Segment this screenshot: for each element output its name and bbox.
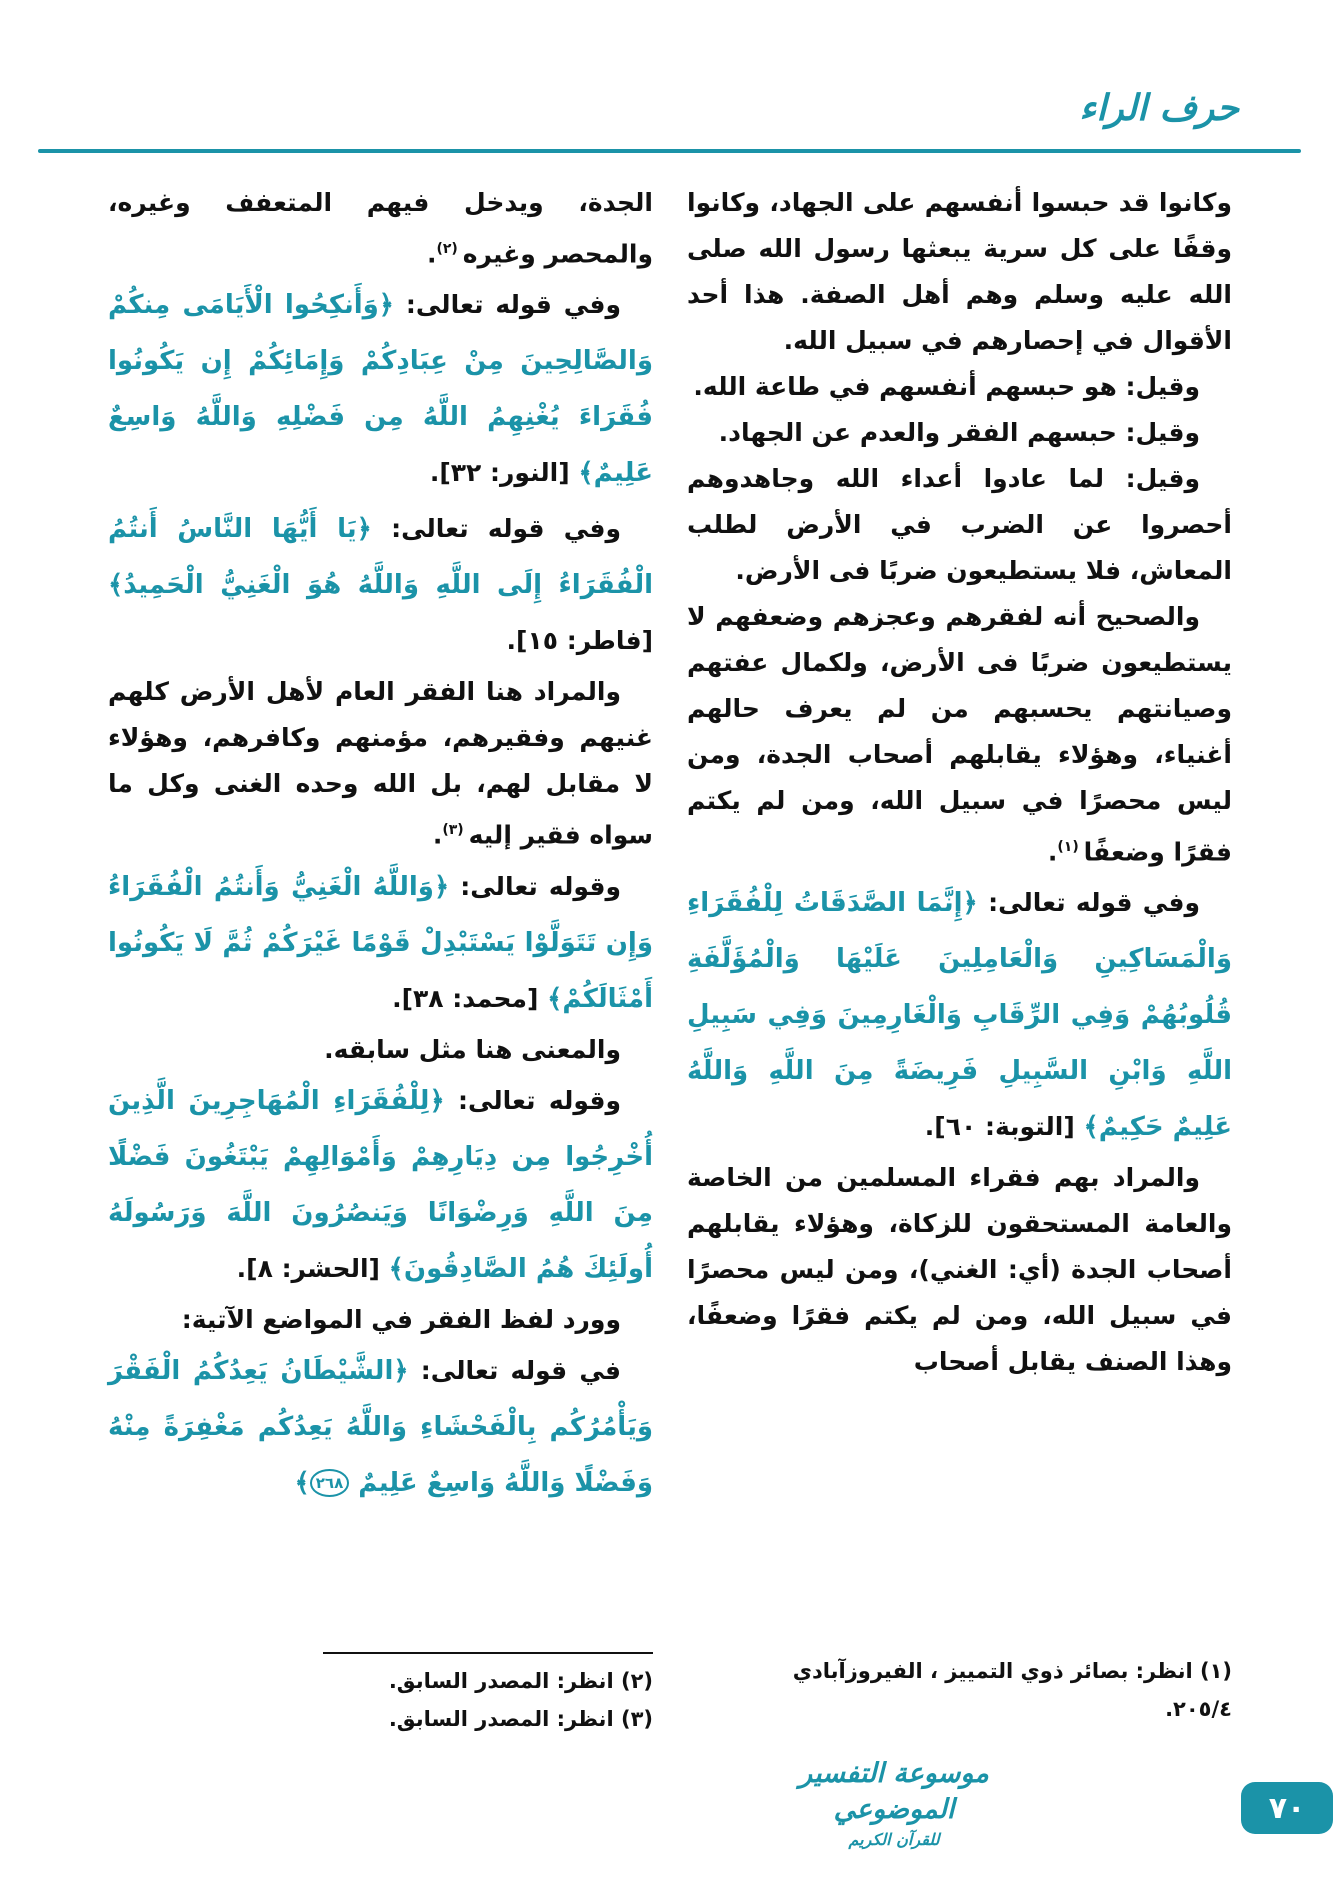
paragraph [108, 1073, 653, 1297]
footnote: ٢٠٥/٤. [1165, 1697, 1232, 1721]
paragraph [108, 501, 653, 669]
footnote: (٣) انظر: المصدر السابق. [388, 1707, 653, 1731]
chapter-heading: حرف الراء [1079, 88, 1239, 129]
quran-verse: ﴿يَا أَيُّهَا النَّاسُ أَنتُمُ الْفُقَرَاءُ إِلَى اللَّهِ وَاللَّهُ هُوَ الْغَنِيُّ الْحَمِيدُ﴾ [108, 514, 653, 601]
body-text: وورد لفظ الفقر في المواضع الآتية: [181, 1304, 621, 1334]
body-text: وقيل: حبسهم الفقر والعدم عن الجهاد. [718, 418, 1200, 447]
body-text: . [432, 820, 443, 850]
body-text: . [426, 239, 437, 269]
column-right [687, 180, 1232, 1511]
paragraph [108, 1343, 653, 1511]
publisher-logo [779, 1756, 1009, 1852]
body-text: وقوله تعالى: [444, 1085, 621, 1115]
paragraph [687, 456, 1232, 594]
footnote-marker: (٣) [442, 822, 469, 839]
paragraph [687, 1155, 1232, 1385]
paragraph [687, 410, 1232, 456]
body-text: الجدة، ويدخل فيهم المتعفف وغيره، والمحصر وغيره [108, 188, 653, 269]
body-text: [محمد: ٣٨]. [392, 983, 548, 1013]
paragraph [687, 875, 1232, 1155]
body-text: [النور: ٣٢]. [429, 458, 579, 488]
footnotes-right [687, 1652, 1232, 1738]
paragraph [687, 364, 1232, 410]
quran-verse: ﴿وَأَنكِحُوا الْأَيَامَى مِنكُمْ وَالصَّالِحِينَ مِنْ عِبَادِكُمْ وَإِمَائِكُمْ إِن يَكُونُوا فُقَرَاءَ يُغْنِهِمُ اللَّهُ مِن فَضْلِهِ وَاللَّهُ وَاسِعٌ عَلِيمٌ﴾ [108, 290, 653, 489]
publisher-logo-line2: للقرآن الكريم [848, 1830, 940, 1849]
paragraph [108, 669, 653, 858]
paragraph [108, 180, 653, 277]
column-left [108, 180, 653, 1511]
header-rule [38, 149, 1301, 153]
page-number-badge: ٧٠ [1241, 1782, 1333, 1834]
body-text: وفي قوله تعالى: [977, 888, 1200, 918]
footnote-marker: (٢) [436, 241, 463, 257]
body-text: وفي قوله تعالى: [394, 290, 621, 320]
paragraph [108, 277, 653, 501]
ayah-number: ٢٦٨ [310, 1469, 349, 1497]
paragraph [687, 594, 1232, 875]
publisher-logo-line1: موسوعة التفسير الموضوعي [799, 1758, 989, 1825]
page-content [108, 180, 1232, 1511]
body-text: [الحشر: ٨]. [236, 1253, 389, 1283]
footnote: (٢) انظر: المصدر السابق. [388, 1669, 653, 1693]
body-text: . [1047, 837, 1058, 867]
footnote: (١) انظر: بصائر ذوي التمييز ، الفيروزآبادي [792, 1659, 1232, 1683]
body-text: وفي قوله تعالى: [371, 514, 621, 544]
body-text: والمراد هنا الفقر العام لأهل الأرض كلهم غنيهم وفقيرهم، مؤمنهم وكافرهم، وهؤلاء لا مقابل لهم، بل الله وحده الغنى وكل ما سواه فقير إليه [108, 677, 653, 850]
quran-verse: ﴿وَاللَّهُ الْغَنِيُّ وَأَنتُمُ الْفُقَرَاءُ وَإِن تَتَوَلَّوْا يَسْتَبْدِلْ قَوْمًا غَيْرَكُمْ ثُمَّ لَا يَكُونُوا أَمْثَالَكُمْ﴾ [108, 871, 653, 1014]
quran-verse: ﴿إِنَّمَا الصَّدَقَاتُ لِلْفُقَرَاءِ وَالْمَسَاكِينِ وَالْعَامِلِينَ عَلَيْهَا وَالْمُؤَلَّفَةِ قُلُوبُهُمْ وَفِي الرِّقَابِ وَالْغَارِمِينَ وَفِي سَبِيلِ اللَّهِ وَابْنِ السَّبِيلِ فَرِيضَةً مِنَ اللَّهِ وَاللَّهُ عَلِيمٌ حَكِيمٌ﴾ [687, 888, 1232, 1143]
footnote-separator-rule [323, 1652, 653, 1654]
quran-verse: ﴾ [294, 1467, 310, 1498]
body-text: وقيل: لما عادوا أعداء الله وجاهدوهم أحصروا عن الضرب في الأرض لطلب المعاش، فلا يستطيعون ضربًا فى الأرض. [687, 464, 1232, 585]
paragraph [687, 180, 1232, 364]
paragraph [108, 1027, 653, 1073]
quran-verse: ﴿لِلْفُقَرَاءِ الْمُهَاجِرِينَ الَّذِينَ أُخْرِجُوا مِن دِيَارِهِمْ وَأَمْوَالِهِمْ يَبْتَغُونَ فَضْلًا مِنَ اللَّهِ وَرِضْوَانًا وَيَنصُرُونَ اللَّهَ وَرَسُولَهُ أُولَئِكَ هُمُ الصَّادِقُونَ﴾ [108, 1085, 653, 1284]
body-text: وقيل: هو حبسهم أنفسهم في طاعة الله. [693, 372, 1200, 401]
body-text: والمعنى هنا مثل سابقه. [324, 1034, 621, 1064]
body-text: والصحيح أنه لفقرهم وعجزهم وضعفهم لا يستطيعون ضربًا فى الأرض، ولكمال عفتهم وصيانتهم يحسبهم من لم يعرف حالهم أغنياء، وهؤلاء يقابلهم أصحاب الجدة، ومن ليس محصرًا في سبيل الله، ومن لم يكتم فقرًا وضعفًا [687, 602, 1232, 867]
body-text: في قوله تعالى: [408, 1355, 621, 1385]
body-text: والمراد بهم فقراء المسلمين من الخاصة والعامة المستحقون للزكاة، وهؤلاء يقابلهم أصحاب الجدة (أي: الغني)، ومن ليس محصرًا في سبيل الله، ومن لم يكتم فقرًا وضعفًا، وهذا الصنف يقابل أصحاب [687, 1163, 1232, 1377]
footnotes-section [108, 1652, 1232, 1738]
body-text: [فاطر: ١٥]. [506, 626, 653, 656]
body-text: وقوله تعالى: [449, 871, 621, 901]
body-text: وكانوا قد حبسوا أنفسهم على الجهاد، وكانوا وقفًا على كل سرية يبعثها رسول الله صلى الله عليه وسلم وهم أهل الصفة. هذا أحد الأقوال في إحصارهم في سبيل الله. [687, 188, 1232, 355]
quran-verse: ﴿الشَّيْطَانُ يَعِدُكُمُ الْفَقْرَ وَيَأْمُرُكُم بِالْفَحْشَاءِ وَاللَّهُ يَعِدُكُم مَغْفِرَةً مِنْهُ وَفَضْلًا وَاللَّهُ وَاسِعٌ عَلِيمٌ [108, 1355, 653, 1498]
footnote-marker: (١) [1057, 839, 1084, 855]
paragraph [108, 859, 653, 1027]
paragraph [108, 1297, 653, 1343]
footnotes-left [108, 1652, 653, 1738]
body-text: [التوبة: ٦٠]. [924, 1112, 1084, 1142]
